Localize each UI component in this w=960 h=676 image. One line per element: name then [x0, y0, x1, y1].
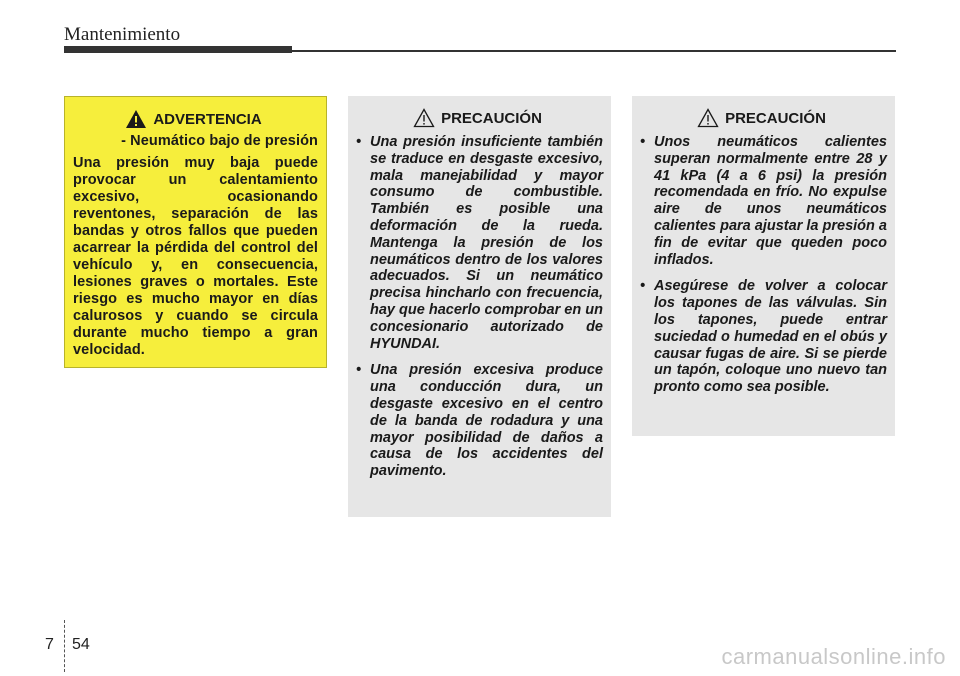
list-item: • Una presión insuficiente también se traduce en desgaste excesivo, mala manejabilidad y mayor consumo de combustible. También es posible una deformación de la rueda. Mantenga la presión de los neumáticos dentro de los valores adecuados. Si un neumático precisa hincharlo con frecuencia, hay que hacerlo comprobar en un concesionario autorizado de HYUNDAI.: [356, 134, 603, 352]
page-number: 54: [72, 636, 90, 653]
warning-heading: [69, 107, 318, 131]
watermark: carmanualsonline.info: [721, 644, 946, 669]
page-header-title: Mantenimiento: [64, 24, 181, 45]
caution-triangle-icon: [413, 108, 435, 128]
warning-text: Una presión muy baja puede provocar un calentamiento excesivo, ocasionando reventones, separación de las bandas y otros fallos que pueden acarrear la pérdida del control del vehículo y, en consecuencia, lesiones graves o mortales. Este riesgo es mucho mayor en días calurosos y cuando se circula durante mucho tiempo a gran velocidad.: [73, 155, 318, 358]
caution-box-2: [632, 96, 895, 436]
caution-list-2: [640, 134, 887, 396]
caution-triangle-icon: [697, 108, 719, 128]
warning-triangle-icon: [125, 109, 147, 129]
caution-box-1: [348, 96, 611, 517]
caution-title-2: PRECAUCIÓN: [725, 109, 826, 127]
caution-title-1: PRECAUCIÓN: [441, 109, 542, 127]
warning-box: [64, 96, 327, 368]
header-rule: [64, 50, 896, 52]
caution-heading-1: [352, 106, 603, 130]
list-item: • Unos neumáticos calientes superan normalmente entre 28 y 41 kPa (4 a 6 psi) la presión recomendada en frío. No expulse aire de unos neumáticos calientes para ajustar la presión a fin de evitar que queden poco inflados.: [640, 134, 887, 268]
chapter-number: 7: [45, 636, 54, 653]
caution-list-1: [356, 134, 603, 480]
list-item: • Asegúrese de volver a colocar los tapones de las válvulas. Sin los tapones, puede entrar suciedad o humedad en el obús y causar fugas de aire. Si se pierde un tapón, coloque uno nuevo tan pronto como sea posible.: [640, 278, 887, 396]
footer-separator: [64, 620, 65, 672]
caution-heading-2: [636, 106, 887, 130]
warning-title: ADVERTENCIA: [153, 110, 262, 128]
list-item: • Una presión excesiva produce una conducción dura, un desgaste excesivo en el centro de la banda de rodadura y una mayor posibilidad de daños a causa de los accidentes del pavimento.: [356, 362, 603, 480]
warning-subtitle: - Neumático bajo de presión: [121, 133, 318, 149]
